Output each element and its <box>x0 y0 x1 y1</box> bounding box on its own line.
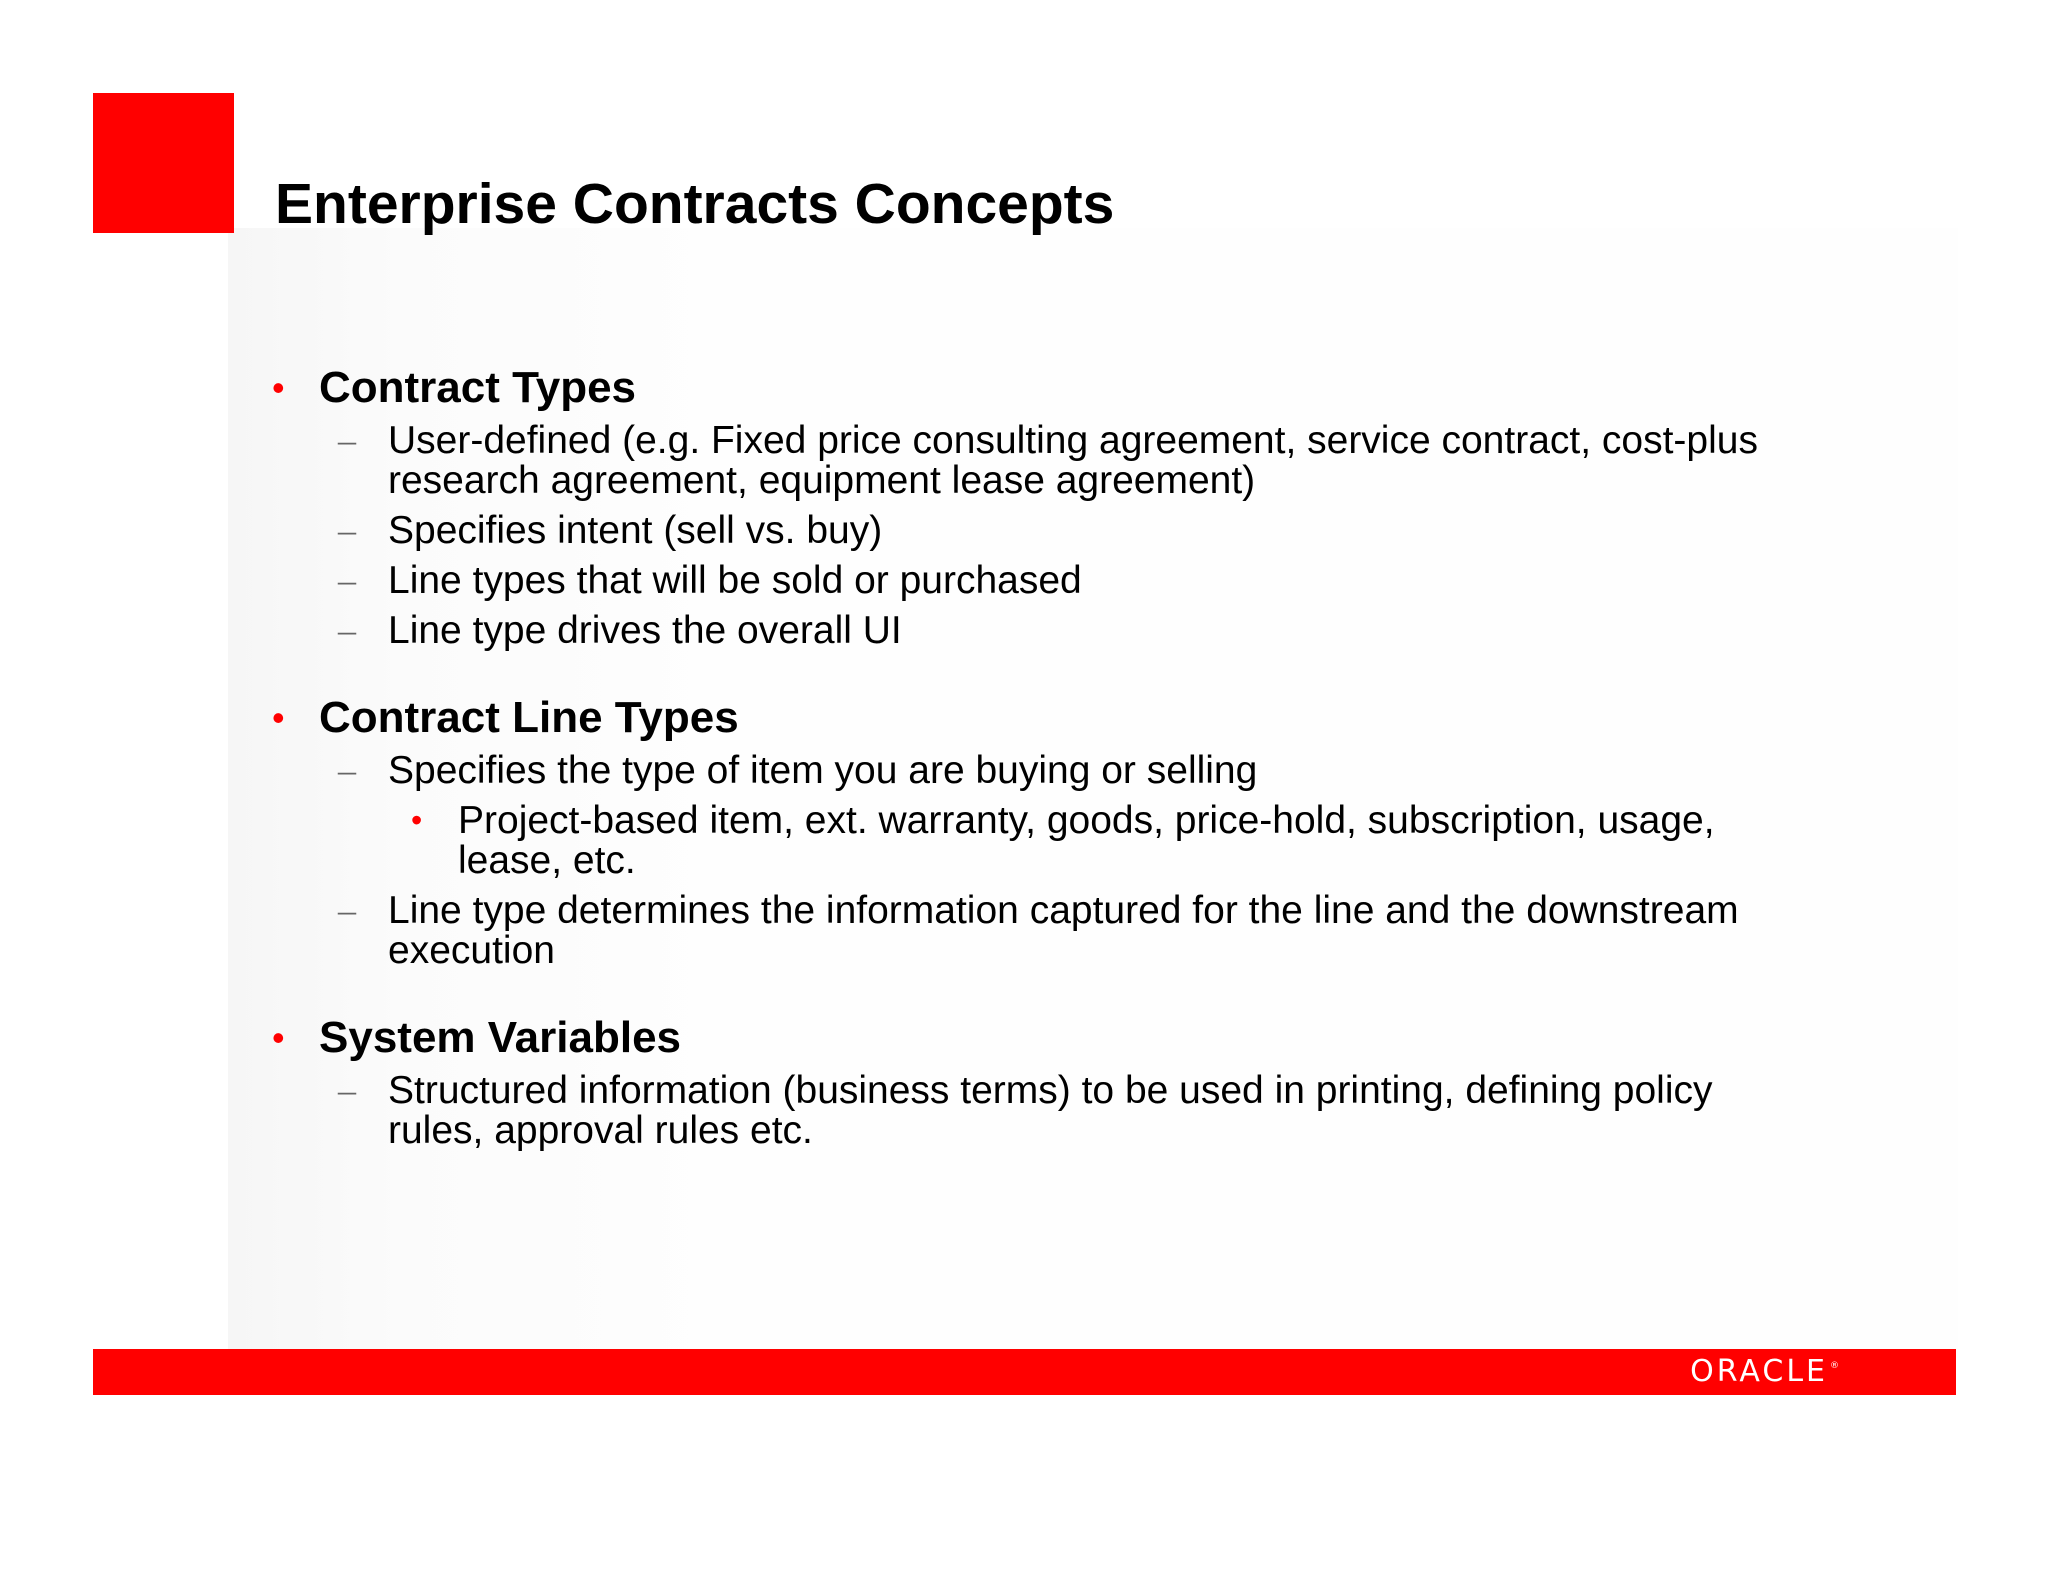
sub-bullet <box>338 1066 1810 1156</box>
sub-bullet <box>338 556 1810 606</box>
dash-icon: – <box>338 1070 356 1110</box>
bullet-heading <box>270 1010 1810 1066</box>
bullet-dot-icon: • <box>411 802 423 838</box>
dash-icon: – <box>338 610 356 650</box>
dash-icon: – <box>338 560 356 600</box>
sub-bullet-text: Specifies intent (sell vs. buy) <box>388 509 883 552</box>
section-contract-line-types <box>270 690 1810 976</box>
dash-icon: – <box>338 890 356 930</box>
bullet-list <box>270 360 1810 1156</box>
registered-mark: ® <box>1830 1361 1839 1371</box>
dash-icon: – <box>338 750 356 790</box>
footer-bar <box>93 1349 1956 1395</box>
oracle-logo <box>1690 1355 1839 1389</box>
sub-bullet-text: Line type drives the overall UI <box>388 609 902 652</box>
sub-bullet-text: Line type determines the information captured for the line and the downstream execution <box>388 889 1739 972</box>
bullet-heading <box>270 360 1810 416</box>
sub-sub-bullet-text: Project-based item, ext. warranty, goods, price-hold, subscription, usage, lease, etc. <box>458 799 1715 882</box>
bullet-dot-icon: • <box>272 1017 285 1058</box>
slide-title: Enterprise Contracts Concepts <box>275 172 1115 236</box>
heading-text: System Variables <box>319 1013 682 1062</box>
sub-bullet <box>338 606 1810 656</box>
dash-icon: – <box>338 420 356 460</box>
sub-bullet <box>338 886 1810 976</box>
sub-bullet <box>338 746 1810 796</box>
sub-sub-bullet <box>411 796 1810 886</box>
sub-bullet <box>338 416 1810 506</box>
bullet-dot-icon: • <box>272 367 285 408</box>
bullet-heading <box>270 690 1810 746</box>
heading-text: Contract Line Types <box>319 693 739 742</box>
sub-bullet-text: Line types that will be sold or purchased <box>388 559 1082 602</box>
red-corner-square <box>93 93 234 233</box>
heading-text: Contract Types <box>319 363 637 412</box>
sub-bullet-text: Structured information (business terms) to be used in printing, defining policy rules, approval rules etc. <box>388 1069 1713 1152</box>
logo-text: ORACLE <box>1690 1354 1828 1389</box>
bullet-dot-icon: • <box>272 697 285 738</box>
section-contract-types <box>270 360 1810 656</box>
dash-icon: – <box>338 510 356 550</box>
sub-bullet-text: Specifies the type of item you are buying or selling <box>388 749 1258 792</box>
sub-bullet <box>338 506 1810 556</box>
section-system-variables <box>270 1010 1810 1156</box>
sub-bullet-text: User-defined (e.g. Fixed price consulting agreement, service contract, cost-plus research agreement, equipment lease agreement) <box>388 419 1758 502</box>
